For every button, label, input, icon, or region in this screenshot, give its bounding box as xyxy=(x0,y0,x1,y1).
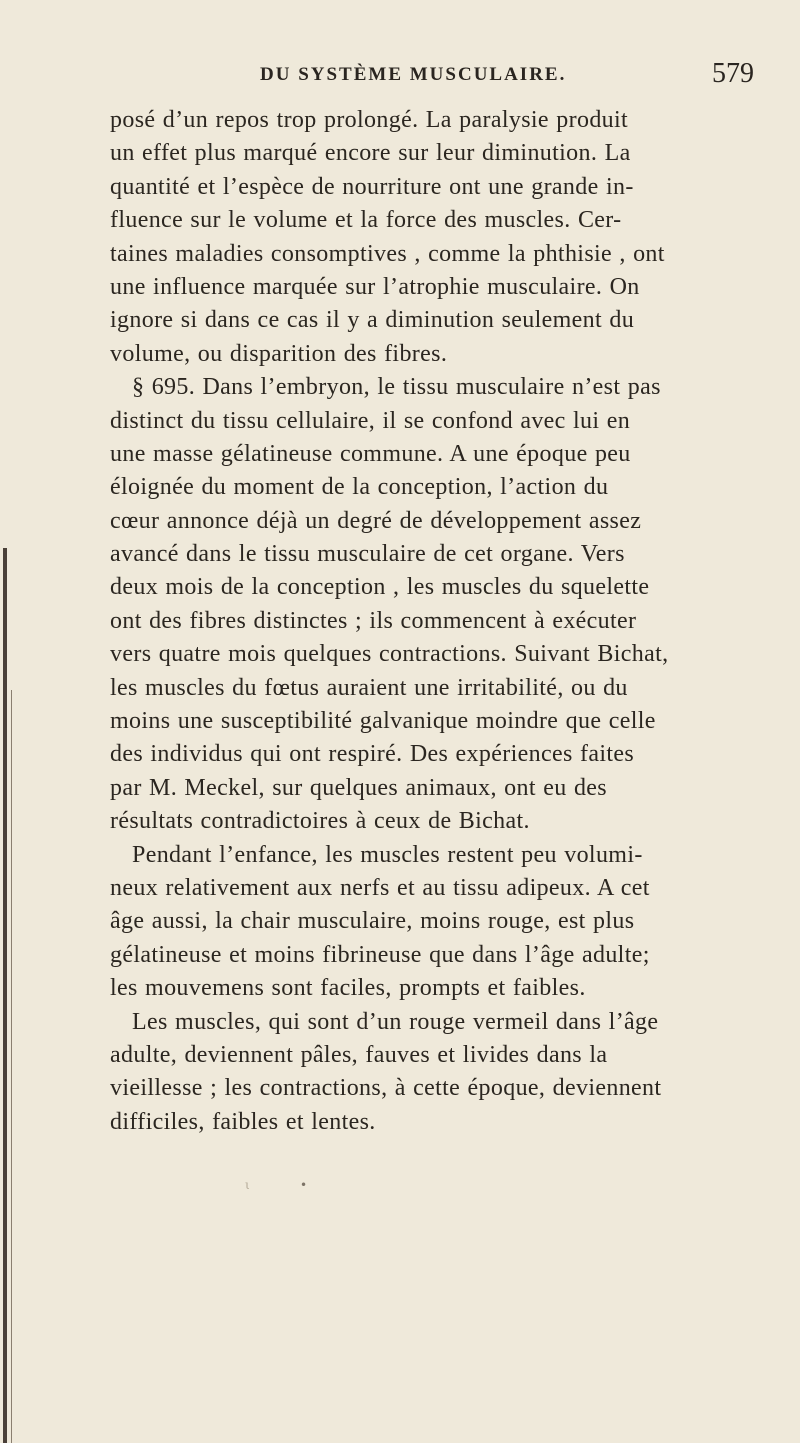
ink-speck: ι xyxy=(245,1178,250,1192)
text-line: posé d’un repos trop prolongé. La paralysie produit xyxy=(110,107,629,133)
text-line: adulte, deviennent pâles, fauves et livides dans la xyxy=(110,1041,608,1068)
text-line: distinct du tissu cellulaire, il se confond avec lui en xyxy=(110,407,631,434)
text-line: des individus qui ont respiré. Des expériences faites xyxy=(110,741,635,768)
text-line: volume, ou disparition des fibres. xyxy=(110,340,448,367)
text-line: vers quatre mois quelques contractions. Suivant Bichat, xyxy=(110,641,669,668)
text-line: fluence sur le volume et la force des muscles. Cer- xyxy=(110,207,622,234)
text-line: avancé dans le tissu musculaire de cet organe. Vers xyxy=(110,541,625,568)
text-line: les muscles du fœtus auraient une irritabilité, ou du xyxy=(110,674,628,701)
body-text xyxy=(110,104,770,1139)
text-line: quantité et l’espèce de nourriture ont une grande in- xyxy=(110,173,634,200)
text-line: deux mois de la conception , les muscles du squelette xyxy=(110,574,650,601)
text-line: par M. Meckel, sur quelques animaux, ont eu des xyxy=(110,774,607,801)
text-line: taines maladies consomptives , comme la phthisie , ont xyxy=(110,240,665,267)
text-line: âge aussi, la chair musculaire, moins rouge, est plus xyxy=(110,908,635,935)
text-line: une influence marquée sur l’atrophie musculaire. On xyxy=(110,273,640,300)
page-header xyxy=(110,58,770,104)
binding-edge-shadow xyxy=(3,548,7,1443)
text-line: Pendant l’enfance, les muscles restent peu volumi- xyxy=(132,841,643,868)
text-line: vieillesse ; les contractions, à cette époque, deviennent xyxy=(110,1075,662,1102)
binding-edge-line xyxy=(11,690,12,1443)
page-number: 579 xyxy=(712,58,754,89)
text-line: § 695. Dans l’embryon, le tissu musculaire n’est pas xyxy=(132,374,661,401)
text-line: Les muscles, qui sont d’un rouge vermeil dans l’âge xyxy=(132,1008,659,1035)
running-title: DU SYSTÈME MUSCULAIRE. xyxy=(260,64,567,85)
text-line: cœur annonce déjà un degré de développement assez xyxy=(110,507,642,534)
ink-dot: • xyxy=(300,1178,308,1192)
text-line: ignore si dans ce cas il y a diminution seulement du xyxy=(110,307,635,334)
text-line: ont des fibres distinctes ; ils commencent à exécuter xyxy=(110,607,637,634)
text-line: un effet plus marqué encore sur leur diminution. La xyxy=(110,140,631,167)
text-line: les mouvemens sont faciles, prompts et faibles. xyxy=(110,975,586,1002)
text-line: difficiles, faibles et lentes. xyxy=(110,1108,376,1135)
text-line: gélatineuse et moins fibrineuse que dans l’âge adulte; xyxy=(110,941,650,968)
text-line: éloignée du moment de la conception, l’action du xyxy=(110,474,609,501)
text-line: moins une susceptibilité galvanique moindre que celle xyxy=(110,708,656,735)
text-line: résultats contradictoires à ceux de Bichat. xyxy=(110,808,530,835)
text-line: neux relativement aux nerfs et au tissu adipeux. A cet xyxy=(110,874,650,901)
text-line: une masse gélatineuse commune. A une époque peu xyxy=(110,440,631,467)
